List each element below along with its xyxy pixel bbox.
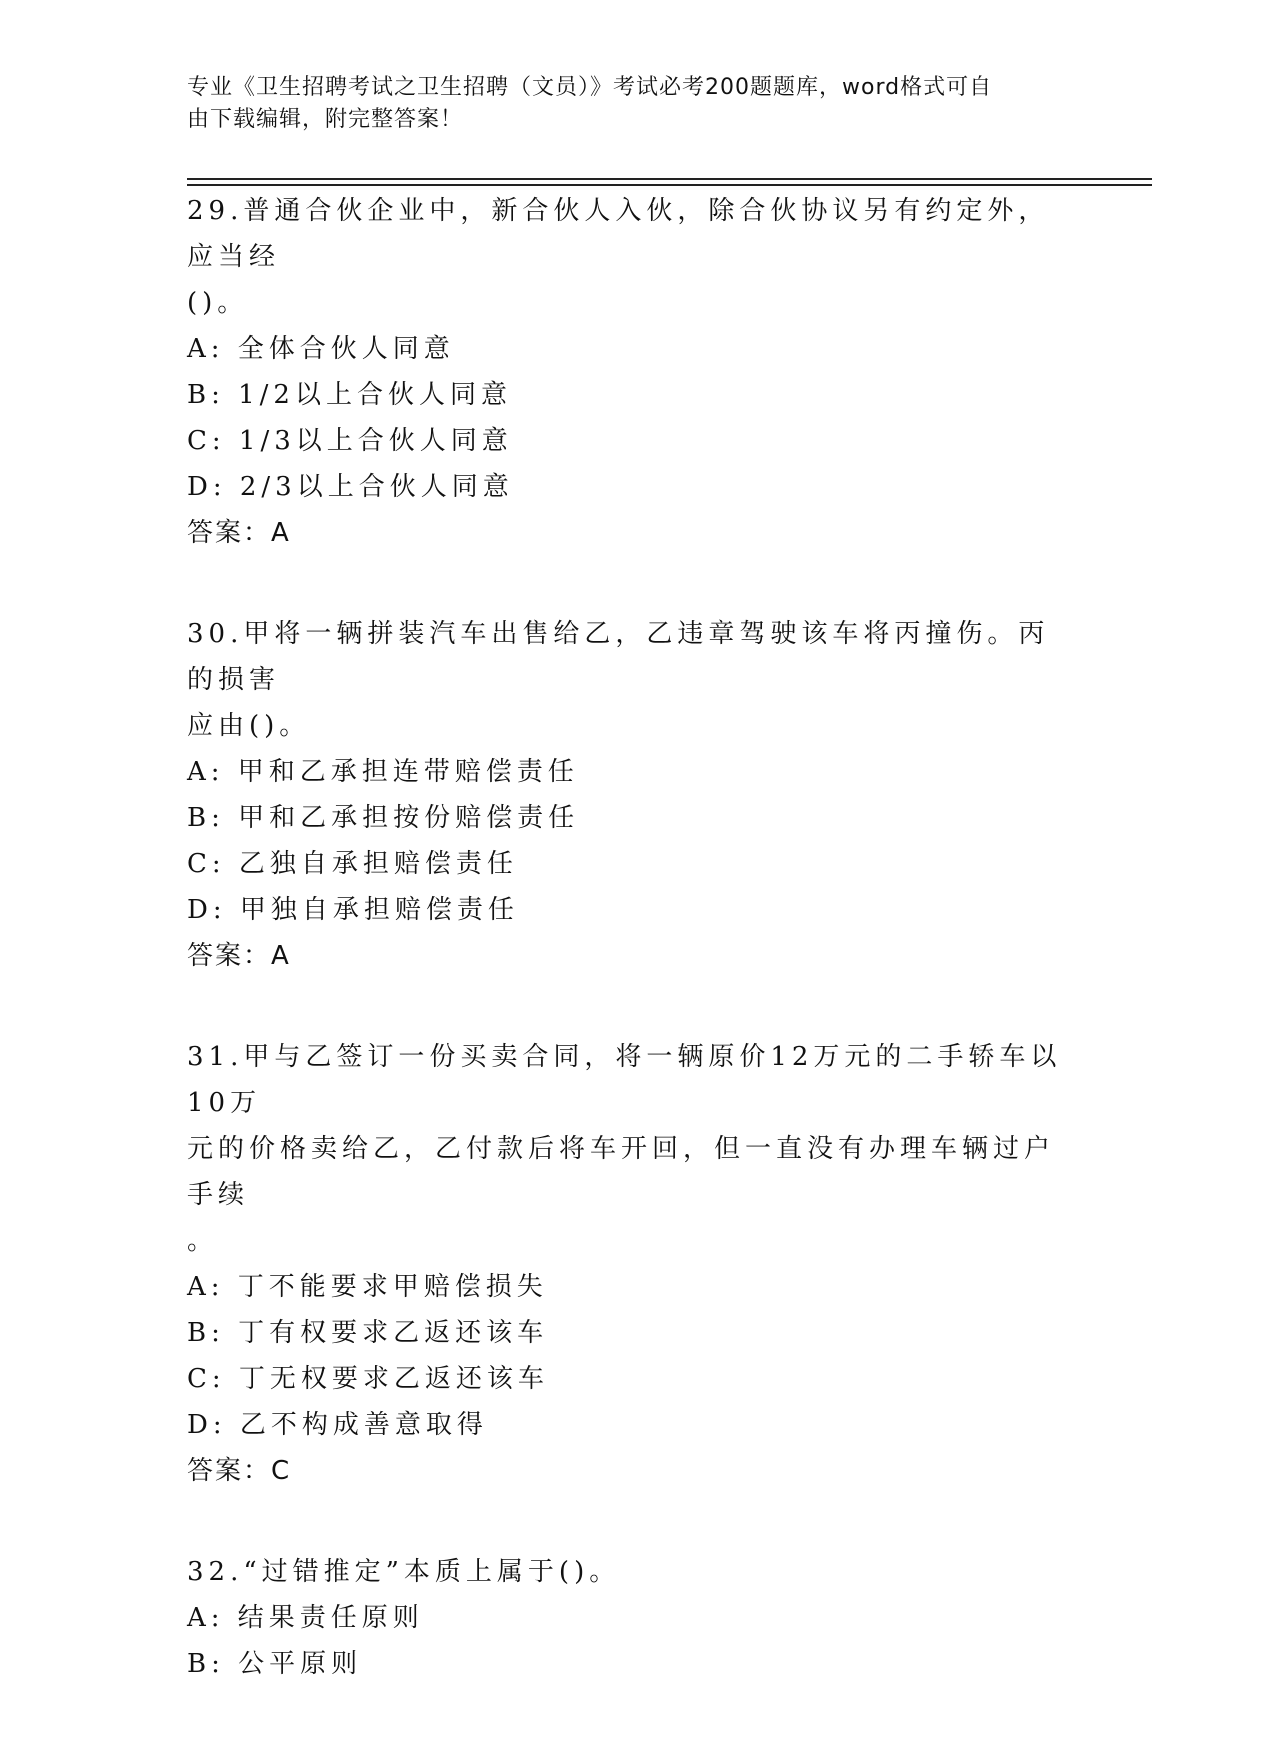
question-32 [187,1549,1067,1687]
answer-line: 答案：A [187,518,291,548]
option-b: B: 甲和乙承担按份赔偿责任 [187,803,580,833]
question-stem-line: 元的价格卖给乙，乙付款后将车开回，但一直没有办理车辆过户手续 [187,1134,1056,1210]
option-c: C: 丁无权要求乙返还该车 [187,1364,549,1394]
question-29 [187,188,1067,556]
option-a: A: 结果责任原则 [187,1603,424,1633]
option-b: B: 丁有权要求乙返还该车 [187,1318,549,1348]
header-rule-bottom [187,184,1152,186]
option-a: A: 甲和乙承担连带赔偿责任 [187,757,579,787]
answer-line: 答案：C [187,1456,292,1486]
option-a: A: 全体合伙人同意 [187,334,455,364]
header-line-1: 专业《卫生招聘考试之卫生招聘（文员）》考试必考200题题库，word格式可自 [187,75,993,100]
question-stem-line: 31.甲与乙签订一份买卖合同，将一辆原价12万元的二手轿车以10万 [187,1042,1062,1118]
option-b: B: 1/2以上合伙人同意 [187,380,512,410]
option-d: D: 乙不构成善意取得 [187,1410,488,1440]
option-c: C: 1/3以上合伙人同意 [187,426,513,456]
question-30 [187,611,1067,979]
answer-line: 答案：A [187,941,291,971]
option-a: A: 丁不能要求甲赔偿损失 [187,1272,548,1302]
document-header [187,72,1067,136]
header-rule-top [187,178,1152,180]
header-line-2: 由下载编辑，附完整答案！ [187,107,464,132]
question-stem-line: 30.甲将一辆拼装汽车出售给乙，乙违章驾驶该车将丙撞伤。丙的损害 [187,619,1050,695]
option-b: B: 公平原则 [187,1649,363,1679]
question-31 [187,1034,1067,1494]
question-stem-line: 32.“过错推定”本质上属于()。 [187,1557,621,1587]
option-d: D: 甲独自承担赔偿责任 [187,895,519,925]
option-d: D: 2/3以上合伙人同意 [187,472,514,502]
question-stem-line: 29.普通合伙企业中，新合伙人入伙，除合伙协议另有约定外，应当经 [187,196,1050,272]
question-stem-line: 应由()。 [187,711,311,741]
option-c: C: 乙独自承担赔偿责任 [187,849,518,879]
question-stem-line: ()。 [187,288,249,318]
question-list [187,188,1067,1742]
question-stem-line: 。 [187,1226,219,1256]
